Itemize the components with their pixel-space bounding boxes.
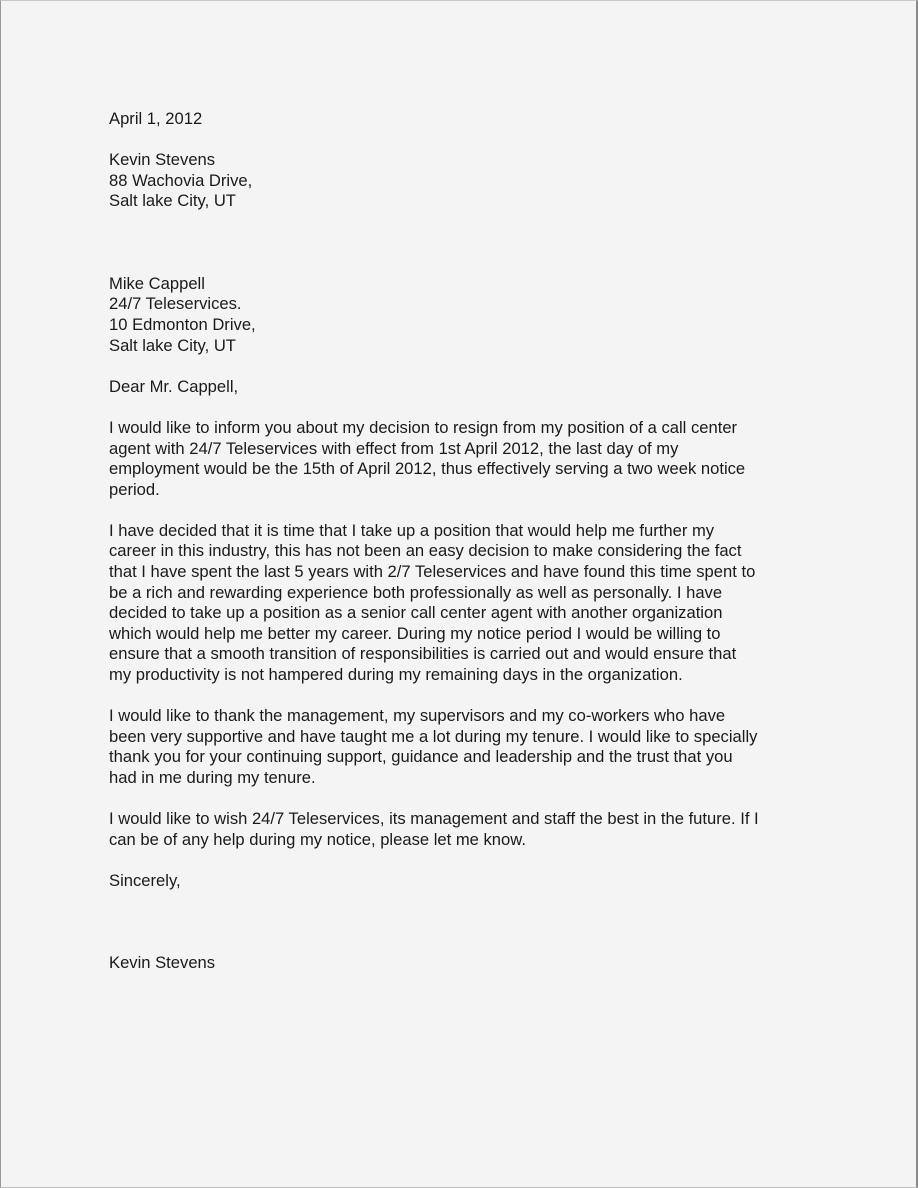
- paragraph-line: period.: [109, 479, 160, 499]
- paragraph-line: I have decided that it is time that I take up a position that would help me further my: [109, 520, 715, 540]
- paragraph-line: had in me during my tenure.: [109, 768, 316, 788]
- signature: [109, 953, 829, 974]
- letter-date: [109, 109, 829, 130]
- recipient-address-line-2: Salt lake City, UT: [109, 335, 236, 355]
- signature-name: Kevin Stevens: [109, 953, 216, 973]
- salutation-text: Dear Mr. Cappell,: [109, 376, 239, 396]
- recipient-name: Mike Cappell: [109, 273, 205, 293]
- body-paragraph-3: [109, 706, 829, 788]
- sender-address-block: [109, 150, 829, 212]
- resignation-letter: [109, 109, 829, 974]
- recipient-company: 24/7 Teleservices.: [109, 294, 242, 314]
- paragraph-line: I would like to inform you about my decision to resign from my position of a call center: [109, 417, 738, 437]
- paragraph-line: which would help me better my career. During my notice period I would be willing to: [109, 623, 721, 643]
- paragraph-line: I would like to wish 24/7 Teleservices, its management and staff the best in the future. If I: [109, 809, 759, 829]
- recipient-address-block: [109, 274, 829, 356]
- paragraph-line: can be of any help during my notice, please let me know.: [109, 829, 526, 849]
- paragraph-line: I would like to thank the management, my supervisors and my co-workers who have: [109, 706, 726, 726]
- salutation: [109, 377, 829, 398]
- paragraph-line: been very supportive and have taught me a lot during my tenure. I would like to specially: [109, 726, 758, 746]
- body-paragraph-1: [109, 418, 829, 500]
- paragraph-line: employment would be the 15th of April 2012, thus effectively serving a two week notice: [109, 459, 746, 479]
- body-paragraph-2: [109, 521, 829, 686]
- paragraph-line: ensure that a smooth transition of responsibilities is carried out and would ensure that: [109, 644, 737, 664]
- closing: [109, 871, 829, 892]
- paragraph-line: decided to take up a position as a senior call center agent with another organization: [109, 603, 723, 623]
- sender-name: Kevin Stevens: [109, 150, 216, 170]
- paragraph-line: thank you for your continuing support, guidance and leadership and the trust that you: [109, 747, 733, 767]
- closing-text: Sincerely,: [109, 870, 181, 890]
- sender-address-line-1: 88 Wachovia Drive,: [109, 170, 253, 190]
- paragraph-line: career in this industry, this has not been an easy decision to make considering the fact: [109, 541, 742, 561]
- date-text: April 1, 2012: [109, 109, 203, 128]
- sender-address-line-2: Salt lake City, UT: [109, 191, 236, 211]
- recipient-address-line-1: 10 Edmonton Drive,: [109, 314, 256, 334]
- paragraph-line: agent with 24/7 Teleservices with effect from 1st April 2012, the last day of my: [109, 438, 679, 458]
- body-paragraph-4: [109, 809, 829, 850]
- paragraph-line: that I have spent the last 5 years with 2/7 Teleservices and have found this time spent to: [109, 562, 756, 582]
- paragraph-line: my productivity is not hampered during my remaining days in the organization.: [109, 665, 683, 685]
- paragraph-line: be a rich and rewarding experience both professionally as well as personally. I have: [109, 582, 723, 602]
